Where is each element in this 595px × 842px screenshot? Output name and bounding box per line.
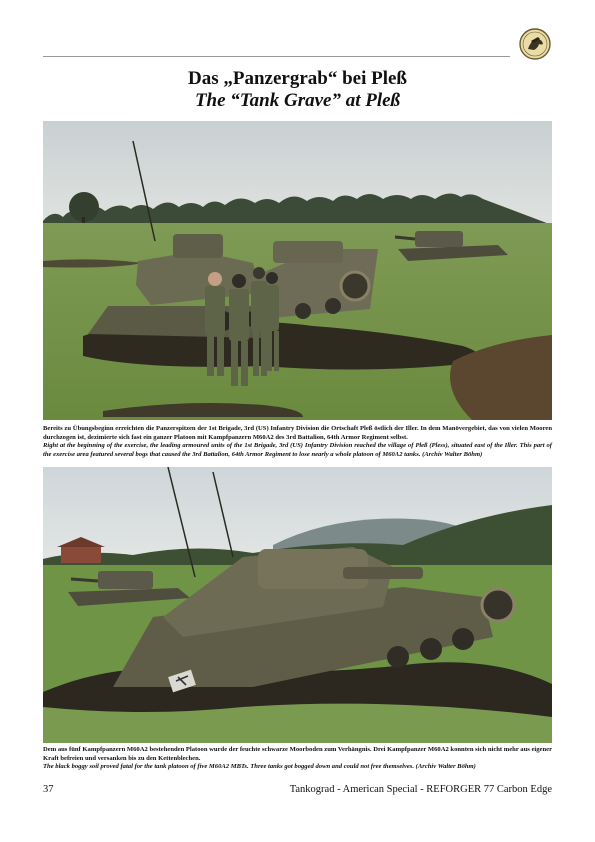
page-number: 37 [43, 784, 54, 795]
running-footer: Tankograd - American Special - REFORGER 77 Carbon Edge [289, 784, 552, 795]
caption-2-german: Dem aus fünf Kampfpanzern M60A2 bestehenden Platoon wurde der feuchte schwarze Moorboden zum Verhängnis. Drei Kampfpanzer M60A2 konnten sich nicht mehr aus eigener Kraft befreien und versanken bis zu den Kettenblechen. [43, 746, 552, 762]
photo-sunken-tank [43, 467, 552, 743]
caption-1-german: Bereits zu Übungsbeginn erreichten die Panzerspitzen der 1st Brigade, 3rd (US) Infantry Division die Ortschaft Pleß östlich der Iller. In dem Manövergebiet, das von vielen Mooren durchzogen ist, dezimierte sich fast ein ganzer Platoon mit Kampfpanzern M60A2 des 3rd Battalion, 64th Armor Regiment selbst. [43, 425, 552, 441]
photo-1-caption [43, 425, 552, 459]
caption-2-english: The black boggy soil proved fatal for the tank platoon of five M60A2 MBTs. Three tanks got bogged down and could not free themselves. (Archiv Walter Böhm) [43, 763, 476, 771]
caption-1-english: Right at the beginning of the exercise, the leading armoured units of the 1st Brigade, 3rd (US) Infantry Division reached the village of Pleß (Pless), situated east of the Iller. This part of the exercise area featured several bogs that caused the 3rd Battalion, 64th Armor Regiment to lose nearly a whole platoon of M60A2 tanks. (Archiv Walter Böhm) [43, 442, 552, 458]
header-rule [43, 56, 510, 57]
publisher-logo-icon [519, 28, 551, 60]
page-title-german: Das „Panzergrab“ bei Pleß [187, 68, 407, 89]
photo-2-caption [43, 746, 552, 772]
photo-bogged-tanks-soldiers [43, 121, 552, 420]
page-title-english: The “Tank Grave” at Pleß [194, 90, 401, 111]
